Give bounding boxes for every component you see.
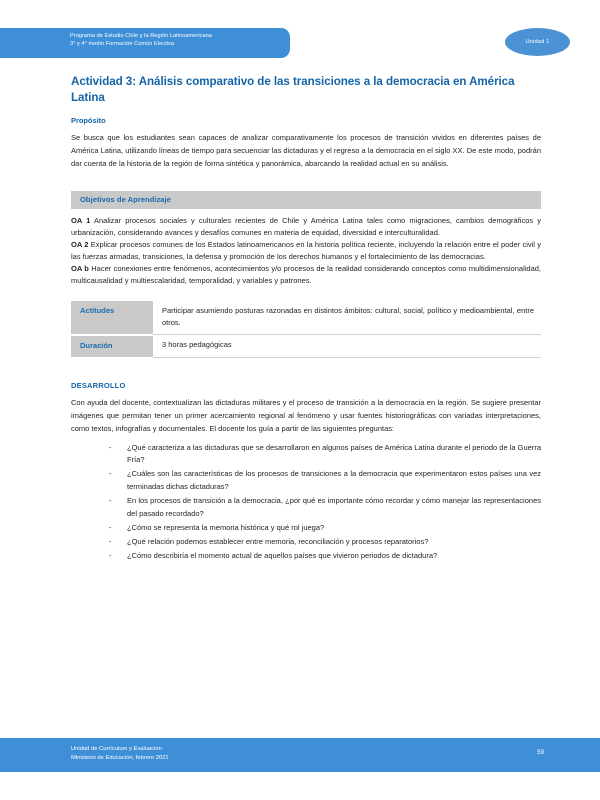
list-item: [109, 550, 541, 563]
proposito-text: Se busca que los estudiantes sean capaces de analizar comparativamente los procesos de transición vividos en diferentes países de América Latina, utilizando líneas de tiempo para secuenciar las dictaduras y el regreso a la democracia en el siglo XX. De este modo, podrán dar cuenta de la historia de la región de forma sintética y panorámica, abarcando la realidad actual en su análisis.: [71, 132, 541, 168]
objetivo-code: OA 2: [71, 239, 89, 249]
list-item: [109, 522, 541, 535]
list-item: [109, 442, 541, 468]
question-text: ¿Cómo describiría el momento actual de aquellos países que vivieron periodos de dictadura?: [127, 550, 438, 560]
table-row: [71, 335, 541, 358]
objetivo-item: [71, 215, 541, 239]
footer-line-1: Unidad de Currículum y Evaluación: [71, 746, 162, 752]
list-item: [109, 495, 541, 521]
footer-line-2: Ministerio de Educación, febrero 2021: [71, 755, 169, 762]
unit-badge-label: Unidad 1: [525, 39, 550, 45]
page-title: Actividad 3: Análisis comparativo de las transiciones a la democracia en América Latina: [71, 75, 515, 105]
objetivo-text: Analizar procesos sociales y culturales recientes de Chile y América Latina tales como migraciones, cambios demográficos y urbanización, considerando avances y desafíos comunes en materia de equidad, diversidad e interculturalidad.: [71, 215, 541, 237]
objetivo-item: [71, 263, 541, 287]
bullet-dash-icon: -: [109, 469, 112, 479]
objetivos-heading-label: Objetivos de Aprendizaje: [80, 195, 171, 205]
program-banner-line-1: Programa de Estudio Chile y la Región Latinoamericana: [70, 33, 212, 39]
attribute-label: Duración: [71, 335, 153, 358]
proposito-heading: Propósito: [71, 115, 106, 125]
unit-badge: [505, 28, 570, 56]
attributes-table: [71, 301, 541, 359]
desarrollo-heading: DESARROLLO: [71, 380, 126, 390]
question-text: ¿Cuáles son las características de los procesos de transiciones a la democracia que experimentaron estos países una vez terminadas dichas dictaduras?: [127, 469, 541, 492]
bullet-dash-icon: -: [109, 522, 112, 532]
page-content: [71, 74, 541, 564]
list-item: [109, 468, 541, 494]
bullet-dash-icon: -: [109, 442, 112, 452]
program-banner: [0, 28, 290, 58]
objetivos-heading-bar: [71, 191, 541, 209]
attribute-value: Participar asumiendo posturas razonadas en distintos ámbitos: cultural, social, político y medioambiental, entre otros.: [153, 301, 541, 335]
bullet-dash-icon: -: [109, 536, 112, 546]
program-banner-line-2: 3° y 4° medio Formación Común Electiva: [70, 41, 174, 48]
page-header: [0, 28, 600, 58]
objetivo-code: OA b: [71, 264, 89, 274]
list-item: [109, 536, 541, 549]
question-text: ¿Qué caracteriza a las dictaduras que se desarrollaron en algunos países de América Latina durante el periodo de la Guerra Fría?: [127, 442, 541, 465]
question-text: En los procesos de transición a la democracia, ¿por qué es importante cómo recordar y cómo manejar las representaciones del pasado recordado?: [127, 496, 541, 519]
page-footer: [0, 738, 600, 772]
objetivo-item: [71, 239, 541, 263]
desarrollo-intro: Con ayuda del docente, contextualizan las dictaduras militares y el proceso de transición a la democracia en la región. Se sugiere presentar imágenes que permitan tener un primer acercamiento regional al fenómeno y usar fuentes historiográficas con variadas interpretaciones, como textos, infografías y documentales. El docente los guía a partir de las siguientes preguntas:: [71, 397, 541, 433]
footer-organization: [71, 745, 169, 764]
page-number: 59: [537, 749, 544, 756]
bullet-dash-icon: -: [109, 496, 112, 506]
attribute-label: Actitudes: [71, 301, 153, 335]
objetivo-text: Explicar procesos comunes de los Estados latinoamericanos en la historia política reciente, incluyendo la relación entre el poder civil y las fuerzas armadas, transiciones, la defensa y promoción de los derechos humanos y el fortalecimiento de las democracias.: [71, 239, 541, 261]
objetivo-text: Hacer conexiones entre fenómenos, acontecimientos y/o procesos de la realidad considerando conceptos como multidimensionalidad, multicausalidad y multiescalaridad, temporalidad, y variables y patrones.: [71, 264, 541, 286]
table-row: [71, 301, 541, 335]
question-list: [71, 442, 541, 563]
attribute-value: 3 horas pedagógicas: [153, 335, 541, 358]
bullet-dash-icon: -: [109, 550, 112, 560]
question-text: ¿Cómo se representa la memoria histórica y qué rol juega?: [127, 522, 325, 532]
objetivos-list: [71, 209, 541, 288]
question-text: ¿Qué relación podemos establecer entre memoria, reconciliación y procesos reparatorios?: [127, 536, 429, 546]
objetivo-code: OA 1: [71, 215, 91, 225]
